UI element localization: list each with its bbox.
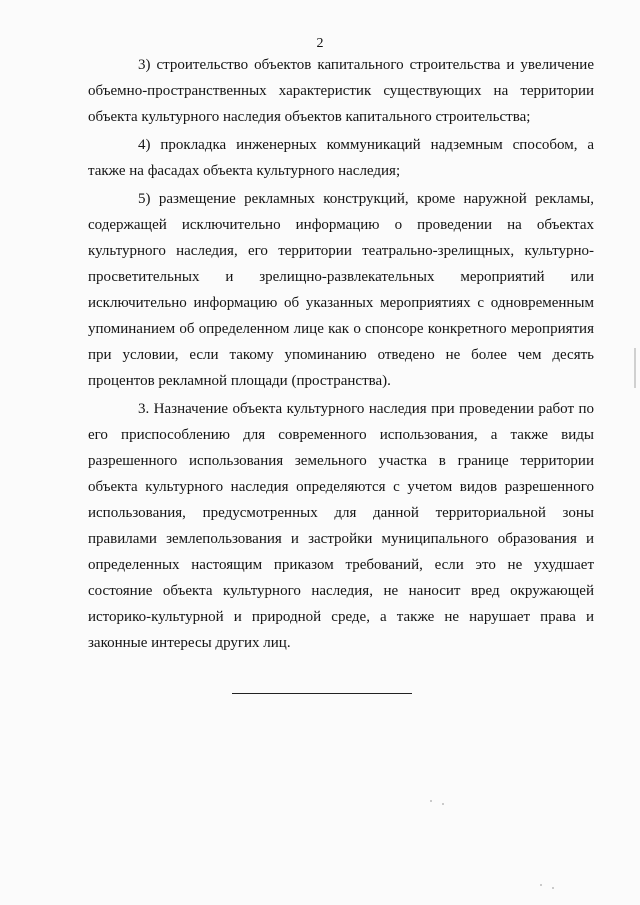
list-item-4: 4) прокладка инженерных коммуникаций надземным способом, а также на фасадах объекта культурного наследия; (88, 137, 594, 179)
scan-speck (442, 803, 444, 805)
scan-speck (540, 884, 542, 886)
scan-speck (552, 887, 554, 889)
clause-3-paragraph: 3. Назначение объекта культурного наследия при проведении работ по его приспособлению для современного использования, а также виды разрешенного использования земельного участка в границе территории объекта культурного наследия определяются с учетом видов разрешенного использования, предусмотренных для данной территориальной зоны правилами землепользования и застройки муниципального образования и определенных настоящим приказом требований, если это не ухудшает состояние объекта культурного наследия, не наносит вред окружающей историко-культурной и природной среде, а также не нарушает права и законные интересы других лиц. (88, 401, 594, 651)
scan-edge-mark (634, 348, 636, 388)
scan-speck (430, 800, 432, 802)
end-divider-line (232, 693, 412, 694)
page-number: 2 (316, 36, 324, 51)
list-item-5: 5) размещение рекламных конструкций, кроме наружной рекламы, содержащей исключительно информацию о проведении на объектах культурного наследия, его территории театрально-зрелищных, культурно-просветительных и зрелищно-развлекательных мероприятий или исключительно информацию об указанных мероприятиях с одновременным упоминанием об определенном лице как о спонсоре конкретного мероприятия при условии, если такому упоминанию отведено не более чем десять процентов рекламной площади (пространства). (88, 191, 594, 389)
document-body (88, 52, 594, 656)
list-item-3: 3) строительство объектов капитального строительства и увеличение объемно-пространственных характеристик существующих на территории объекта культурного наследия объектов капитального строительства; (88, 57, 594, 125)
